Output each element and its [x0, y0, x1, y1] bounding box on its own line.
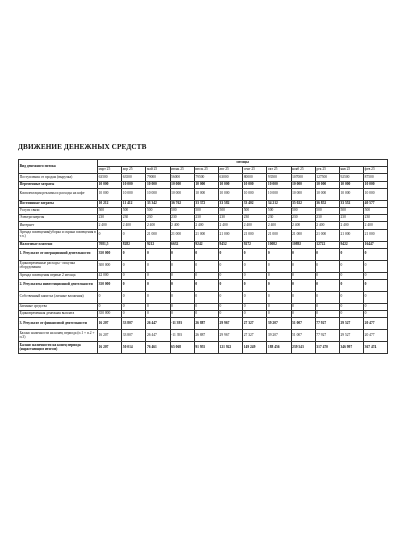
value-cell: 21 000 — [267, 229, 291, 241]
value-cell: 33 807 — [122, 318, 146, 330]
month-header-cell: сент 25 — [243, 167, 267, 174]
table-row — [19, 174, 388, 181]
value-cell: 0 — [243, 291, 267, 303]
value-cell: 0 — [243, 311, 267, 318]
value-cell: 10 000 — [146, 181, 170, 188]
value-cell: 500 — [243, 207, 267, 214]
row-label: Постоянные затраты — [19, 200, 98, 207]
value-cell: 26 447 — [146, 318, 170, 330]
value-cell: 0 — [146, 311, 170, 318]
value-cell: 188 456 — [267, 342, 291, 354]
value-cell: 2 400 — [98, 222, 122, 229]
table-row — [19, 241, 388, 248]
value-cell: 300 000 — [98, 260, 122, 272]
value-cell: 10 000 — [243, 181, 267, 188]
value-cell: 0 — [122, 279, 146, 291]
value-cell: 230 — [194, 215, 218, 222]
value-cell: 2 400 — [243, 222, 267, 229]
value-cell: 0 — [146, 272, 170, 279]
value-cell: 2 400 — [267, 222, 291, 229]
value-cell: 9452 — [218, 241, 242, 248]
row-label: Аренда помещения первые 2 месяца — [19, 272, 98, 279]
value-cell: 0 — [170, 272, 194, 279]
value-cell: 350 000 — [98, 311, 122, 318]
value-cell: 10 000 — [122, 181, 146, 188]
value-cell: 29 527 — [339, 318, 363, 330]
value-cell: 107000 — [291, 174, 315, 181]
value-cell: 9272 — [243, 241, 267, 248]
row-label: Переменные затраты — [19, 181, 98, 188]
value-cell: 6632 — [170, 241, 194, 248]
month-header-cell: нояб 25 — [291, 167, 315, 174]
value-cell: 0 — [122, 272, 146, 279]
value-cell: 0 — [146, 303, 170, 310]
value-cell: 9212 — [146, 241, 170, 248]
document-title: ДВИЖЕНИЕ ДЕНЕЖНЫХ СРЕДСТВ — [18, 143, 147, 151]
value-cell: 12722 — [315, 241, 339, 248]
value-cell: 9422 — [339, 241, 363, 248]
value-cell: 0 — [218, 311, 242, 318]
value-cell: 36 852 — [315, 200, 339, 207]
cash-flow-table — [18, 159, 388, 354]
value-cell: 11 412 — [122, 200, 146, 207]
value-cell: 0 — [315, 303, 339, 310]
value-cell: 10 000 — [122, 188, 146, 200]
value-cell: 0 — [339, 248, 363, 260]
value-cell: 0 — [339, 311, 363, 318]
value-cell: 0 — [267, 248, 291, 260]
table-row — [19, 188, 388, 200]
value-cell: 0 — [315, 248, 339, 260]
value-cell: 87500 — [364, 174, 388, 181]
table-row — [19, 215, 388, 222]
table-row — [19, 229, 388, 241]
value-cell: 42 000 — [98, 272, 122, 279]
value-cell: 0 — [218, 279, 242, 291]
value-cell: 0 — [315, 311, 339, 318]
value-cell: 0 — [218, 272, 242, 279]
value-cell: 0 — [291, 291, 315, 303]
value-cell: 0 — [98, 229, 122, 241]
value-cell: 10 000 — [339, 181, 363, 188]
row-label: Баланс наличности на конец периода (п.1 + п.2 + п.3) — [19, 330, 98, 342]
row-label: Поступления от продаж (выручка) — [19, 174, 98, 181]
value-cell: 0 — [146, 248, 170, 260]
value-cell: 27 327 — [243, 318, 267, 330]
header-flow-type: Вид денежного потока — [19, 160, 98, 174]
header-months-group: месяцы — [98, 160, 388, 167]
value-cell: 500 — [267, 207, 291, 214]
value-cell: 10892 — [291, 241, 315, 248]
value-cell: 0 — [364, 272, 388, 279]
value-cell: 35 022 — [291, 200, 315, 207]
row-label: Заемные средства — [19, 303, 98, 310]
value-cell: 0 — [291, 272, 315, 279]
value-cell: 80000 — [243, 174, 267, 181]
cash-flow-table-wrapper — [18, 159, 386, 354]
value-cell: 79500 — [194, 174, 218, 181]
value-cell: 21 000 — [364, 229, 388, 241]
table-body — [19, 174, 388, 354]
value-cell: 10082 — [267, 241, 291, 248]
value-cell: 63000 — [218, 174, 242, 181]
value-cell: 8282 — [122, 241, 146, 248]
row-label: 1. Результат от операционной деятельности — [19, 248, 98, 260]
value-cell: 0 — [122, 303, 146, 310]
value-cell: 0 — [170, 279, 194, 291]
value-cell: 0 — [364, 291, 388, 303]
row-label: 2. Результаты инвестиционной деятельности — [19, 279, 98, 291]
value-cell: 0 — [194, 291, 218, 303]
value-cell: 2 400 — [218, 222, 242, 229]
row-label: Баланс наличности на конец периода (нарастающим итогом) — [19, 342, 98, 354]
value-cell: 10 000 — [170, 181, 194, 188]
row-label: Интернет — [19, 222, 98, 229]
value-cell: 36 762 — [170, 200, 194, 207]
value-cell: 0 — [267, 303, 291, 310]
value-cell: 0 — [243, 248, 267, 260]
table-row — [19, 181, 388, 188]
value-cell: 0 — [267, 260, 291, 272]
value-cell: 0 — [194, 279, 218, 291]
value-cell: 27 327 — [243, 330, 267, 342]
value-cell: 33 582 — [218, 200, 242, 207]
value-cell: 0 — [339, 260, 363, 272]
month-header-cell: июль 25 — [194, 167, 218, 174]
value-cell: 0 — [364, 248, 388, 260]
value-cell: 0 — [98, 291, 122, 303]
value-cell: 26 447 — [146, 330, 170, 342]
value-cell: 230 — [122, 215, 146, 222]
month-header-cell: апр 25 — [122, 167, 146, 174]
value-cell: 40 577 — [364, 200, 388, 207]
month-header-cell: дек 25 — [315, 167, 339, 174]
table-row — [19, 303, 388, 310]
value-cell: 0 — [122, 291, 146, 303]
value-cell: 16 207 — [98, 318, 122, 330]
value-cell: 93500 — [267, 174, 291, 181]
value-cell: 0 — [291, 303, 315, 310]
value-cell: -11 393 — [170, 330, 194, 342]
value-cell: 350 000 — [98, 279, 122, 291]
value-cell: 2 400 — [339, 222, 363, 229]
row-label: Комплектация рекламы и расходы на кофе — [19, 188, 98, 200]
value-cell: 0 — [339, 279, 363, 291]
value-cell: 21 000 — [194, 229, 218, 241]
value-cell: 29 967 — [218, 330, 242, 342]
value-cell: 26 887 — [194, 330, 218, 342]
row-label: Единовременная денежная выплата — [19, 311, 98, 318]
value-cell: 10 000 — [194, 181, 218, 188]
value-cell: 21 000 — [291, 229, 315, 241]
value-cell: 230 — [267, 215, 291, 222]
value-cell: 10 000 — [243, 188, 267, 200]
value-cell: 10 000 — [267, 188, 291, 200]
value-cell: 21 000 — [243, 229, 267, 241]
value-cell: 51 007 — [291, 330, 315, 342]
value-cell: 10 000 — [146, 188, 170, 200]
value-cell: 63500 — [122, 174, 146, 181]
value-cell: 0 — [122, 260, 146, 272]
value-cell: 0 — [267, 279, 291, 291]
value-cell: 10 000 — [291, 188, 315, 200]
row-label: Аренда помещения(уборка и охрана помещения в т.ч.) — [19, 229, 98, 241]
value-cell: 500 — [194, 207, 218, 214]
table-row — [19, 248, 388, 260]
month-header-cell: окт 25 — [267, 167, 291, 174]
value-cell: 21 000 — [315, 229, 339, 241]
value-cell: 0 — [146, 260, 170, 272]
value-cell: -11 393 — [170, 318, 194, 330]
value-cell: 2 400 — [122, 222, 146, 229]
value-cell: 65 068 — [170, 342, 194, 354]
value-cell: 2 400 — [146, 222, 170, 229]
row-label: Единовременные расходы - покупка оборудования — [19, 260, 98, 272]
value-cell: 0 — [243, 303, 267, 310]
value-cell: 239 543 — [291, 342, 315, 354]
row-label: Собственный капитал (личные вложения) — [19, 291, 98, 303]
value-cell: 2 400 — [315, 222, 339, 229]
value-cell: 230 — [146, 215, 170, 222]
value-cell: 500 — [146, 207, 170, 214]
value-cell: 21 000 — [146, 229, 170, 241]
value-cell: 500 — [218, 207, 242, 214]
table-row — [19, 272, 388, 279]
table-row — [19, 291, 388, 303]
value-cell: 0 — [194, 272, 218, 279]
value-cell: 0 — [243, 279, 267, 291]
value-cell: 500 — [170, 207, 194, 214]
table-row — [19, 330, 388, 342]
month-header-cell: май 25 — [146, 167, 170, 174]
value-cell: 33 552 — [339, 200, 363, 207]
value-cell: 0 — [243, 272, 267, 279]
table-row — [19, 207, 388, 214]
value-cell: 79000 — [146, 174, 170, 181]
value-cell: 230 — [315, 215, 339, 222]
value-cell: 500 — [291, 207, 315, 214]
value-cell: 10 000 — [315, 181, 339, 188]
value-cell: 0 — [364, 260, 388, 272]
value-cell: 10 000 — [194, 188, 218, 200]
value-cell: 230 — [243, 215, 267, 222]
row-label: 3. Результат от финансовой деятельности — [19, 318, 98, 330]
value-cell: 29 527 — [339, 330, 363, 342]
header-group-row — [19, 160, 388, 167]
value-cell: 10 000 — [218, 181, 242, 188]
value-cell: 10 000 — [315, 188, 339, 200]
table-row — [19, 260, 388, 272]
value-cell: 39 207 — [267, 318, 291, 330]
value-cell: 0 — [170, 303, 194, 310]
value-cell: 0 — [364, 279, 388, 291]
value-cell: 77 927 — [315, 318, 339, 330]
value-cell: 0 — [267, 291, 291, 303]
value-cell: 500 — [122, 207, 146, 214]
value-cell: 10 000 — [98, 181, 122, 188]
value-cell: 39 207 — [267, 330, 291, 342]
value-cell: 21 000 — [339, 229, 363, 241]
value-cell: 10 000 — [364, 188, 388, 200]
month-header-cell: июнь 25 — [170, 167, 194, 174]
row-label: Налоговые платежи — [19, 241, 98, 248]
value-cell: 0 — [291, 279, 315, 291]
value-cell: 0 — [218, 303, 242, 310]
month-header-cell: янв 25 — [339, 167, 363, 174]
value-cell: 21 000 — [218, 229, 242, 241]
value-cell: 0 — [267, 311, 291, 318]
value-cell: 0 — [194, 303, 218, 310]
value-cell: 230 — [339, 215, 363, 222]
value-cell: 10 000 — [291, 181, 315, 188]
value-cell: 0 — [315, 272, 339, 279]
value-cell: 34 212 — [267, 200, 291, 207]
value-cell: 0 — [122, 311, 146, 318]
value-cell: 0 — [122, 229, 146, 241]
value-cell: 230 — [218, 215, 242, 222]
value-cell: 20 477 — [364, 330, 388, 342]
value-cell: 0 — [267, 272, 291, 279]
value-cell: 230 — [170, 215, 194, 222]
value-cell: 0 — [194, 311, 218, 318]
table-row — [19, 318, 388, 330]
value-cell: 0 — [122, 248, 146, 260]
value-cell: 92500 — [339, 174, 363, 181]
value-cell: 346 997 — [339, 342, 363, 354]
value-cell: 0 — [315, 260, 339, 272]
value-cell: 2 400 — [291, 222, 315, 229]
value-cell: 77 927 — [315, 330, 339, 342]
month-header-cell: авг 25 — [218, 167, 242, 174]
value-cell: 350 000 — [98, 248, 122, 260]
value-cell: 0 — [146, 279, 170, 291]
row-label: Электроэнергия — [19, 215, 98, 222]
value-cell: 51 007 — [291, 318, 315, 330]
value-cell: 0 — [339, 291, 363, 303]
value-cell: 367 474 — [364, 342, 388, 354]
value-cell: 500 — [364, 207, 388, 214]
value-cell: 10 000 — [267, 181, 291, 188]
value-cell: 230 — [364, 215, 388, 222]
value-cell: 500 — [339, 207, 363, 214]
value-cell: 33 342 — [146, 200, 170, 207]
value-cell: 10 000 — [218, 188, 242, 200]
row-label: Услуги связи — [19, 207, 98, 214]
value-cell: 16 207 — [98, 342, 122, 354]
value-cell: 76 461 — [146, 342, 170, 354]
value-cell: 10 000 — [339, 188, 363, 200]
value-cell: 0 — [170, 260, 194, 272]
value-cell: 7081,5 — [98, 241, 122, 248]
value-cell: 0 — [291, 311, 315, 318]
value-cell: 0 — [194, 260, 218, 272]
value-cell: 63500 — [98, 174, 122, 181]
value-cell: 33 402 — [243, 200, 267, 207]
value-cell: 20 477 — [364, 318, 388, 330]
value-cell: 0 — [291, 260, 315, 272]
value-cell: 0 — [364, 311, 388, 318]
value-cell: 0 — [146, 291, 170, 303]
value-cell: 0 — [315, 291, 339, 303]
value-cell: 0 — [218, 260, 242, 272]
value-cell: 0 — [218, 291, 242, 303]
value-cell: 317 470 — [315, 342, 339, 354]
value-cell: 29 967 — [218, 318, 242, 330]
table-row — [19, 222, 388, 229]
value-cell: 149 249 — [243, 342, 267, 354]
table-row — [19, 279, 388, 291]
value-cell: 0 — [98, 303, 122, 310]
value-cell: 16447 — [364, 241, 388, 248]
value-cell: 0 — [170, 248, 194, 260]
value-cell: 10 000 — [170, 188, 194, 200]
value-cell: 56000 — [170, 174, 194, 181]
value-cell: 500 — [98, 207, 122, 214]
value-cell: 127500 — [315, 174, 339, 181]
value-cell: 0 — [243, 260, 267, 272]
value-cell: 91 955 — [194, 342, 218, 354]
value-cell: 2 400 — [170, 222, 194, 229]
value-cell: 16 207 — [98, 330, 122, 342]
value-cell: 0 — [170, 311, 194, 318]
value-cell: 10 212 — [98, 200, 122, 207]
table-row — [19, 200, 388, 207]
value-cell: 121 922 — [218, 342, 242, 354]
value-cell: 0 — [315, 279, 339, 291]
table-row — [19, 342, 388, 354]
value-cell: 230 — [98, 215, 122, 222]
month-header-cell: фев 25 — [364, 167, 388, 174]
value-cell: 0 — [170, 291, 194, 303]
value-cell: 0 — [218, 248, 242, 260]
value-cell: 230 — [291, 215, 315, 222]
value-cell: 10 000 — [98, 188, 122, 200]
value-cell: 50 014 — [122, 342, 146, 354]
value-cell: 2 400 — [364, 222, 388, 229]
value-cell: 0 — [194, 248, 218, 260]
value-cell: 2 400 — [194, 222, 218, 229]
value-cell: 33 807 — [122, 330, 146, 342]
value-cell: 21 000 — [170, 229, 194, 241]
month-header-cell: март 25 — [98, 167, 122, 174]
value-cell: 0 — [339, 272, 363, 279]
value-cell: 0 — [339, 303, 363, 310]
value-cell: 0 — [291, 248, 315, 260]
value-cell: 500 — [315, 207, 339, 214]
table-row — [19, 311, 388, 318]
value-cell: 33 372 — [194, 200, 218, 207]
value-cell: 26 887 — [194, 318, 218, 330]
value-cell: 10 000 — [364, 181, 388, 188]
value-cell: 0 — [364, 303, 388, 310]
value-cell: 9242 — [194, 241, 218, 248]
